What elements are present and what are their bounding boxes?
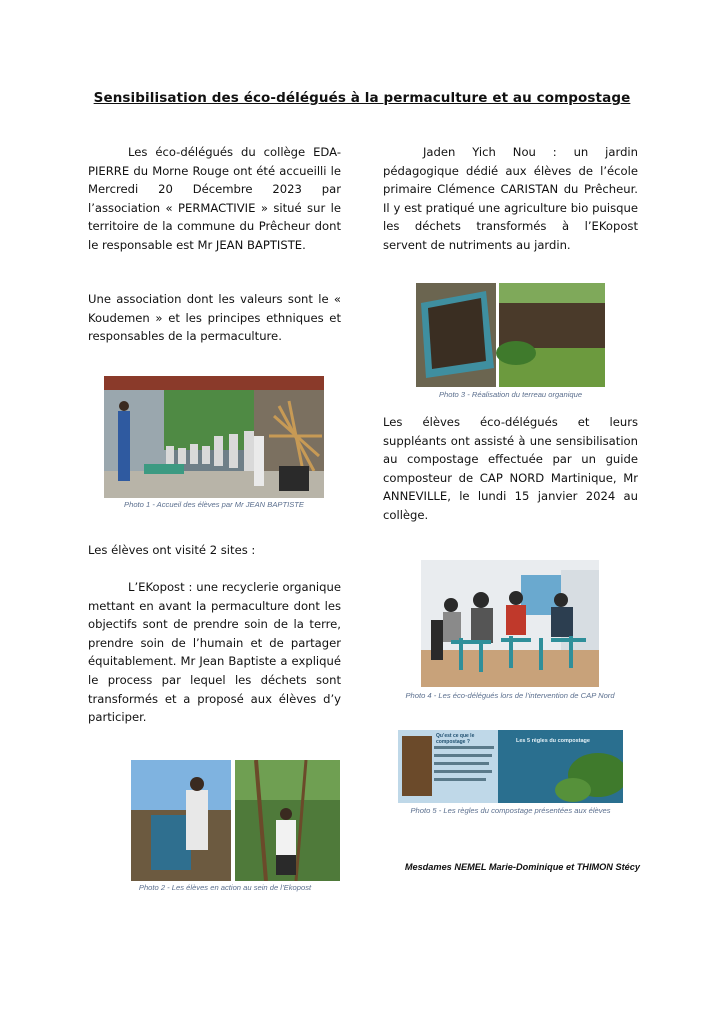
association-paragraph: Une association dont les valeurs sont le « Koudemen » et les principes ethniques et responsables de la permaculture. [88,292,341,344]
photo-4-cap-nord [421,560,599,687]
sensibilisation-paragraph: Les élèves éco-délégués et leurs suppléants ont assisté à une sensibilisation au compostage effectuée par un guide composteur de CAP NORD Martinique, Mr ANNEVILLE, le lundi 15 janvier 2024 au collège. [383,415,638,522]
photo-5-regles-compostage [398,730,623,803]
photo-2-caption: Photo 2 - Les élèves en action au sein de l’Ekopost [138,883,312,892]
intro-paragraph: Les éco-délégués du collège EDA-PIERRE du Morne Rouge ont été accueilli le Mercredi 20 Décembre 2023 par l’association « PERMACTIVIE » situé sur le territoire de la commune du Prêcheur dont le responsable est Mr JEAN BAPTISTE. [88,145,341,252]
photo-5-slide-right-title: Les 5 règles du compostage [516,738,590,744]
photo-1-welcome [104,376,324,498]
photo-5-caption: Photo 5 - Les règles du compostage présentées aux élèves [410,806,611,815]
photo-3-caption: Photo 3 - Réalisation du terreau organique [438,390,583,399]
sites-intro: Les élèves ont visité 2 sites : [88,543,256,557]
photo-4-caption: Photo 4 - Les éco-délégués lors de l’intervention de CAP Nord [405,691,615,700]
authors-signature: Mesdames NEMEL Marie-Dominique et THIMON Stécy [404,862,640,872]
ekopost-paragraph: L’EKopost : une recyclerie organique mettant en avant la permaculture dont les objectifs sont de prendre soin de la terre, prendre soin de l’humain et de partager équitablement. Mr Jean Baptiste a expliqué le process par lequel les déchets sont transformés et a proposé aux élèves d’y participer. [88,580,341,725]
photo-2-ekopost-action [131,760,340,881]
photo-3-terreau [416,283,605,387]
photo-5-slide-left-title: Qu’est ce que le compostage ? [436,733,475,745]
jardin-paragraph: Jaden Yich Nou : un jardin pédagogique dédié aux élèves de l’école primaire Clémence CARISTAN du Prêcheur. Il y est pratiqué une agriculture bio puisque les déchets transformés à l’EKopost servent de nutriments au jardin. [383,145,638,252]
photo-1-caption: Photo 1 - Accueil des élèves par Mr JEAN BAPTISTE [124,500,304,509]
page-title: Sensibilisation des éco-délégués à la permaculture et au compostage [93,90,631,106]
